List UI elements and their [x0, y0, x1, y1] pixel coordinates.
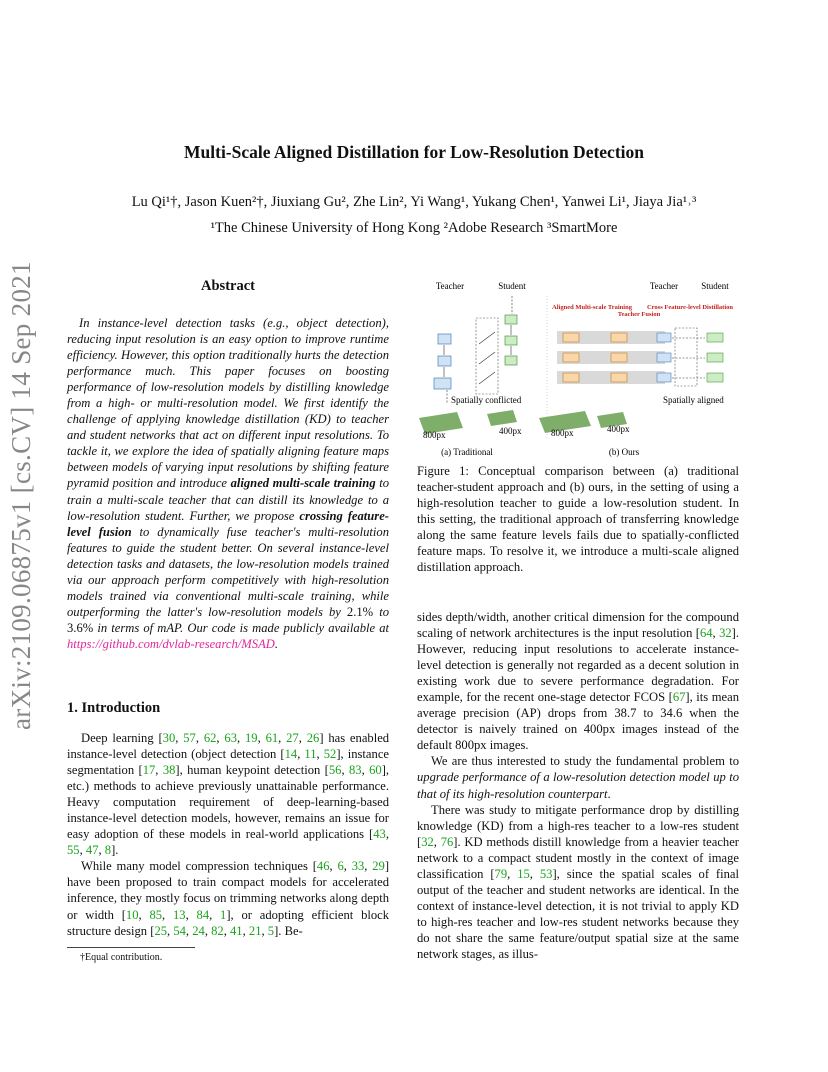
body-text: ] have been proposed to train compact models for accelerated inference, they mostly focus on trimming networks along depth or width [ — [67, 859, 390, 922]
body-paragraph — [417, 802, 739, 962]
abstract-value: 3.6% — [67, 620, 94, 635]
citation-link[interactable]: 33 — [351, 859, 365, 874]
body-text: , — [329, 859, 338, 874]
fig-sub-a: (a) Traditional — [441, 447, 493, 457]
citation-link[interactable]: 76 — [440, 834, 454, 849]
body-text: , — [237, 731, 245, 745]
body-text: ], etc.) methods to achieve previously unattainable performance. Heavy computation requirement of deep-learning-based instance-level detection models, however, remains an issue for easy adoption of these models in real-world applications [ — [67, 763, 390, 842]
citation-link[interactable]: 13 — [172, 907, 186, 922]
abstract-text: to dynamically fuse teacher's multi-resolution features to guide the student better. On several instance-level detection tasks and datasets, the low-resolution models trained via our approach perform competitively with high-resolution models trained via conventional multi-scale training, while outperforming the latter's low-resolution models by — [67, 524, 389, 619]
intro-body — [67, 730, 389, 939]
fig-b-teacher-label: Teacher — [649, 281, 679, 291]
citation-link[interactable]: 25 — [154, 923, 168, 938]
fig-conflict-label: Spatially conflicted — [451, 395, 522, 405]
body-text: , — [175, 731, 184, 745]
arxiv-identifier: arXiv:2109.06875v1 [cs.CV] 14 Sep 2021 — [6, 261, 36, 730]
citation-link[interactable]: 27 — [286, 731, 299, 745]
body-text: ], or adopting efficient block structure design [ — [67, 907, 390, 938]
citation-link[interactable]: 54 — [173, 923, 186, 938]
citation-link[interactable]: 19 — [244, 731, 258, 745]
citation-link[interactable]: 15 — [517, 866, 530, 881]
body-text: , — [712, 626, 720, 641]
fig-a-student-pyramid — [476, 296, 517, 394]
abstract-body — [67, 315, 389, 652]
body-text: While many model compression techniques [ — [81, 859, 317, 874]
citation-link[interactable]: 83 — [348, 763, 362, 778]
body-text: We are thus interested to study the fundamental problem to — [431, 754, 739, 769]
body-text: ], its mean average precision (AP) drops from 38.7 to 34.6 when the detector is naively trained on 400px images instead of the default 800px images. — [417, 690, 739, 753]
section-heading-introduction: 1. Introduction — [67, 700, 161, 716]
abstract-bold-term: aligned multi-scale training — [230, 476, 376, 491]
body-text: , — [385, 827, 389, 842]
body-text: , — [195, 731, 204, 745]
abstract-text: in terms of mAP. Our code is made publicly available at — [93, 620, 389, 635]
body-text: , — [155, 763, 163, 778]
body-text: There was study to mitigate performance drop by distilling knowledge (KD) from a high-res teacher to a low-res student [ — [417, 802, 739, 849]
citation-link[interactable]: 38 — [162, 763, 176, 778]
body-text: , — [343, 859, 352, 874]
body-text: , — [364, 859, 373, 874]
body-text: ], instance segmentation [ — [67, 747, 389, 778]
body-text: ]. However, reducing input resolutions to accelerate instance-level detection is generally not regarded as a decent solution in existing work due to severe performance degradation. For example, for the recent one-stage detector FCOS [ — [417, 626, 740, 705]
body-text: ], since the spatial scales of final output of the teacher and student networks are identical. In the context of instance-level detection, it is not trivial to apply KD to high-res teacher and low-res student networks because they do not share the same feature/output spatial size at the same network stages, as illus- — [417, 866, 740, 961]
body-paragraph — [417, 609, 739, 753]
body-text: , — [242, 923, 249, 938]
fig-b-labels — [552, 304, 733, 318]
body-text: Deep learning [ — [81, 731, 163, 745]
citation-link[interactable]: 64 — [699, 626, 713, 641]
citation-link[interactable]: 41 — [230, 923, 243, 938]
body-text: , — [341, 763, 349, 778]
citation-link[interactable]: 67 — [672, 690, 686, 705]
citation-link[interactable]: 61 — [265, 731, 279, 745]
figure-1 — [417, 278, 739, 458]
fig-a-student-label: Student — [498, 281, 526, 291]
body-text: , — [138, 907, 150, 922]
abstract-text: In instance-level detection tasks (e.g., object detection), reducing input resolution is an easy option to improve runtime efficiency. However, this option traditionally hurts the detection performance much. This paper focuses on boosting performance of low-resolution models by distilling knowledge from a high- or multi-resolution model. We first identify the challenge of applying knowledge distillation (KD) to teacher and student networks that act on different input resolutions. To tackle it, we explore the idea of spatially aligning feature maps between models of varying input resolutions by shifting feature pyramid position and introduce — [67, 316, 389, 491]
body-text: , — [257, 731, 266, 745]
fig-b-400-label: 400px — [607, 424, 630, 434]
citation-link[interactable]: 60 — [369, 763, 382, 778]
intro-paragraph — [67, 730, 389, 858]
citation-link[interactable]: 30 — [162, 731, 176, 745]
fig-cross-label: Cross Feature-level Distillation — [646, 304, 734, 311]
citation-link[interactable]: 62 — [203, 731, 217, 745]
body-text: , — [433, 834, 441, 849]
citation-link[interactable]: 32 — [421, 834, 434, 849]
body-text: , — [204, 923, 212, 938]
fig-b-student-label: Student — [701, 281, 729, 291]
citation-link[interactable]: 55 — [67, 843, 80, 858]
abstract-text: . — [274, 636, 279, 651]
paper-title: Multi-Scale Aligned Distillation for Low-Resolution Detection — [184, 142, 644, 162]
citation-link[interactable]: 17 — [142, 763, 156, 778]
right-column-body — [417, 609, 739, 962]
citation-link[interactable]: 32 — [719, 626, 732, 641]
body-text: , — [297, 747, 305, 762]
citation-link[interactable]: 11 — [304, 747, 317, 762]
fig-sub-b: (b) Ours — [608, 447, 640, 457]
citation-link[interactable]: 24 — [192, 923, 205, 938]
body-paragraph — [417, 753, 739, 801]
citation-link[interactable]: 5 — [267, 923, 275, 938]
body-text: , — [185, 923, 193, 938]
body-text: , — [167, 923, 174, 938]
citation-link[interactable]: 21 — [248, 923, 262, 938]
body-text: , — [261, 923, 268, 938]
citation-link[interactable]: 47 — [85, 843, 99, 858]
citation-link[interactable]: 56 — [328, 763, 342, 778]
citation-link[interactable]: 8 — [104, 843, 112, 858]
citation-link[interactable]: 82 — [211, 923, 224, 938]
citation-link[interactable]: 52 — [323, 747, 337, 762]
author-list: Lu Qi¹†, Jason Kuen²†, Jiuxiang Gu², Zhe Lin², Yi Wang¹, Yukang Chen¹, Yanwei Li¹, Jiaya Jia¹˒³ — [131, 194, 697, 210]
body-text: , — [185, 907, 197, 922]
citation-link[interactable]: 79 — [494, 866, 508, 881]
citation-link[interactable]: 26 — [306, 731, 320, 745]
emphasis-text: upgrade performance of a low-resolution detection model up to that of its high-resolution counterpart — [417, 770, 739, 801]
fig-fusion-label: Teacher Fusion — [617, 311, 661, 318]
abstract-text: to — [373, 604, 390, 619]
fig-aligned-label: Aligned Multi-scale Training — [552, 304, 632, 311]
fig-a-400-label: 400px — [499, 426, 522, 436]
body-text: , — [216, 731, 225, 745]
body-text: , — [223, 923, 230, 938]
affiliations: ¹The Chinese University of Hong Kong ²Adobe Research ³SmartMore — [210, 220, 618, 236]
figure-caption: Figure 1: Conceptual comparison between (a) traditional teacher-student approach and (b) ours, in the setting of using a high-resolution teacher to guide a low-resolution student. In this setting, the traditional approach of transferring knowledge along the same feature levels fails due to spatially-conflicted feature maps. To resolve it, we introduce a multi-scale aligned distillation approach. — [417, 464, 739, 575]
body-text: ]. KD methods distill knowledge from a heavier teacher network to a compact student mostly in the context of image classification [ — [417, 834, 739, 881]
body-text: ], human keypoint detection [ — [175, 763, 329, 778]
body-text: , — [529, 866, 540, 881]
fig-b-800-label: 800px — [551, 428, 574, 438]
abstract-bold-term: crossing feature-level fusion — [67, 508, 389, 539]
body-text: sides depth/width, another critical dimension for the compound scaling of network architectures is the input resolution [ — [417, 610, 739, 641]
code-link[interactable]: https://github.com/dvlab-research/MSAD — [67, 636, 275, 651]
fig-a-teacher-pyramid — [434, 334, 451, 403]
abstract-text: to train a multi-scale teacher that can distill its knowledge to a low-resolution student. Further, we propose — [67, 476, 390, 523]
intro-paragraph — [67, 858, 389, 938]
body-text: , — [316, 747, 324, 762]
citation-link[interactable]: 14 — [284, 747, 298, 762]
fig-a-800-label: 800px — [423, 430, 446, 440]
body-text: , — [298, 731, 307, 745]
citation-link[interactable]: 10 — [125, 907, 139, 922]
citation-link[interactable]: 29 — [372, 859, 385, 874]
footnote: †Equal contribution. — [80, 952, 163, 963]
citation-link[interactable]: 85 — [149, 907, 163, 922]
abstract-heading: Abstract — [201, 278, 255, 294]
citation-link[interactable]: 1 — [220, 907, 227, 922]
body-text: . — [607, 786, 611, 801]
citation-link[interactable]: 43 — [373, 827, 386, 842]
citation-link[interactable]: 84 — [196, 907, 210, 922]
citation-link[interactable]: 46 — [316, 859, 330, 874]
body-text: , — [162, 907, 173, 922]
body-text: , — [507, 866, 518, 881]
body-text: , — [98, 843, 105, 858]
body-text: , — [361, 763, 370, 778]
body-text: , — [278, 731, 287, 745]
body-text: ] has enabled instance-level detection (object detection [ — [67, 731, 390, 762]
body-text: , — [79, 843, 86, 858]
fig-aligned-sp-label: Spatially aligned — [663, 395, 724, 405]
body-text: , — [209, 907, 221, 922]
body-text: ]. — [111, 843, 119, 858]
body-text: ]. Be- — [274, 923, 303, 938]
footnote-rule — [67, 947, 195, 948]
citation-link[interactable]: 6 — [337, 859, 344, 874]
citation-link[interactable]: 63 — [224, 731, 237, 745]
fig-a-teacher-label: Teacher — [435, 281, 465, 291]
abstract-value: 2.1% — [346, 604, 374, 619]
citation-link[interactable]: 53 — [539, 866, 553, 881]
citation-link[interactable]: 57 — [183, 731, 196, 745]
